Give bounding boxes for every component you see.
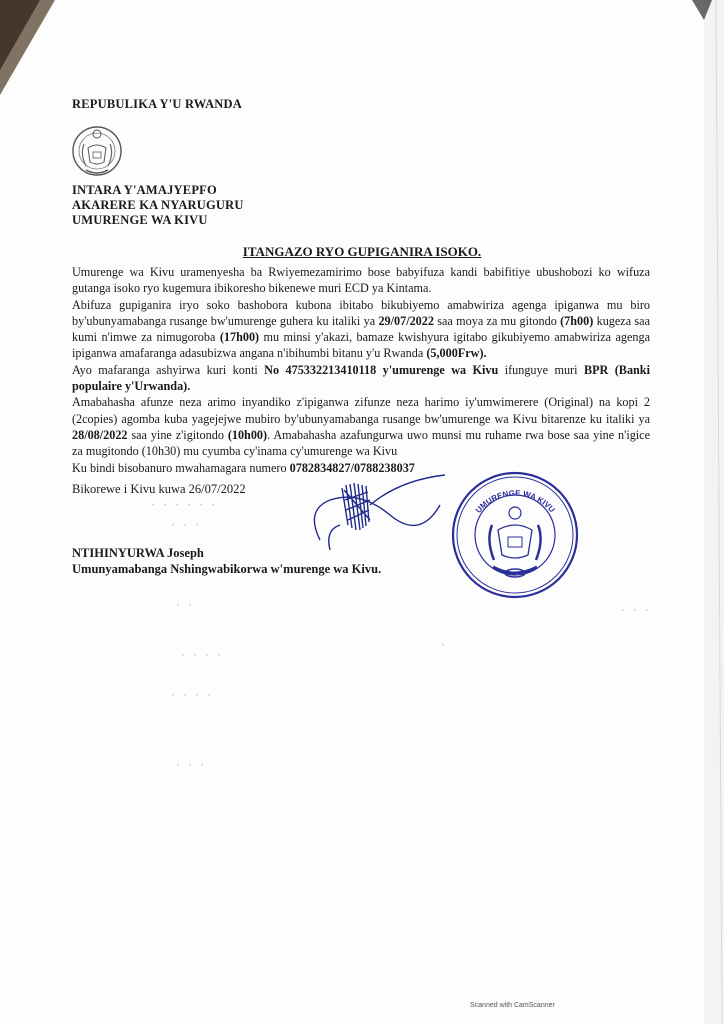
deadline-date: 28/08/2022 <box>72 427 128 442</box>
place-date: Bikorewe i Kivu kuwa 26/07/2022 <box>72 482 246 496</box>
show-through-text: · · <box>175 600 194 611</box>
show-through-text: · · · · <box>170 690 213 701</box>
signer-title: Umunyamabanga Nshingwabikorwa w'murenge wa Kivu. <box>72 562 382 576</box>
signer-name: NTIHINYURWA Joseph <box>72 546 204 560</box>
province-name: INTARA Y'AMAJYEPFO <box>72 183 217 197</box>
svg-text:UMURENGE WA KIVU <box>474 489 557 515</box>
district-name: AKARERE KA NYARUGURU <box>72 198 244 212</box>
official-round-stamp-icon <box>448 465 583 605</box>
administrative-header <box>72 183 244 228</box>
bank-name: BPR (Banki populaire y'Urwanda). <box>72 362 650 394</box>
start-time: (7h00) <box>560 313 594 328</box>
document-fee: (5,000Frw). <box>426 346 487 361</box>
deadline-time: (10h00) <box>227 427 268 442</box>
rwanda-coat-of-arms-icon <box>70 122 124 180</box>
show-through-text: · · · <box>175 760 206 771</box>
account-number: No 475332213410118 y'umurenge wa Kivu <box>264 362 499 377</box>
sector-name: UMURENGE WA KIVU <box>72 213 208 227</box>
show-through-text: · · · <box>170 520 201 531</box>
start-date: 29/07/2022 <box>378 313 434 328</box>
paragraph-account: Ayo mafaranga ashyirwa kuri konti No 475332213410118 y'umurenge wa Kivu ifunguye muri BPR (Banki populaire y'Urwanda). <box>72 362 650 394</box>
paper-edge-shadow <box>664 0 724 1024</box>
show-through-text: · · · <box>620 605 651 616</box>
paragraph-intro: Umurenge wa Kivu uramenyesha ba Rwiyemezamirimo bose babyifuza kandi babifitiye ubushobozi ko wifuza gutanga isoko ryo kugemura ibikoresho bikenewe muri ECD ya Kintama. <box>72 265 650 296</box>
scanner-watermark: Scanned with CamScanner <box>470 1002 555 1009</box>
show-through-text: · <box>440 640 447 651</box>
end-time: (17h00) <box>219 330 260 345</box>
contact-phone: 0782834827/0788238037 <box>289 460 415 475</box>
paragraph-submission: Amabahasha afunze neza arimo inyandiko z'ipiganwa zifunze neza harimo iy'umwimerere (Original) na kopi 2 (2copies) agomba kuba yagejejwe mubiro by'ubunyamabanga rusange bw'umurenge wa Kivu bitarenze ku italiki ya 28/08/2022 saa yine z'igitondo (10h00). Amabahasha azafungurwa uwo munsi mu ruhame rwa bose saa yine n'igice za mugitondo (10h30) mu cyumba cy'inama cy'umurenge wa Kivu <box>72 395 650 459</box>
stamp-top-text: UMURENGE WA KIVU <box>473 488 557 515</box>
show-through-text: · · · · · · <box>150 500 217 511</box>
republic-name: REPUBULIKA Y'U RWANDA <box>72 97 242 111</box>
corner-fold-shadow <box>0 0 80 100</box>
show-through-text: · · · · <box>180 650 223 661</box>
notice-title: ITANGAZO RYO GUPIGANIRA ISOKO. <box>242 244 482 259</box>
notice-body <box>72 264 650 476</box>
paragraph-documents: Abifuza gupiganira iryo soko bashobora kubona ibitabo bikubiyemo amabwiriza agenga ipiganwa mu biro by'ubunyamabanga rusange bw'umurenge guhera ku italiki ya 29/07/2022 saa moya za mu gitondo (7h00) kugeza saa kumi n'imwe za nimugoroba (17h00) mu minsi y'akazi, bamaze kwishyura igitabo gikubiyemo amabwiriza agenga ipiganwa amafaranga adasubizwa angana n'ibihumbi bitanu y'u Rwanda (5,000Frw). <box>72 297 651 361</box>
paragraph-contact: Ku bindi bisobanuro mwahamagara numero 0782834827/0788238037 <box>72 460 415 475</box>
signatory-block <box>72 545 381 577</box>
